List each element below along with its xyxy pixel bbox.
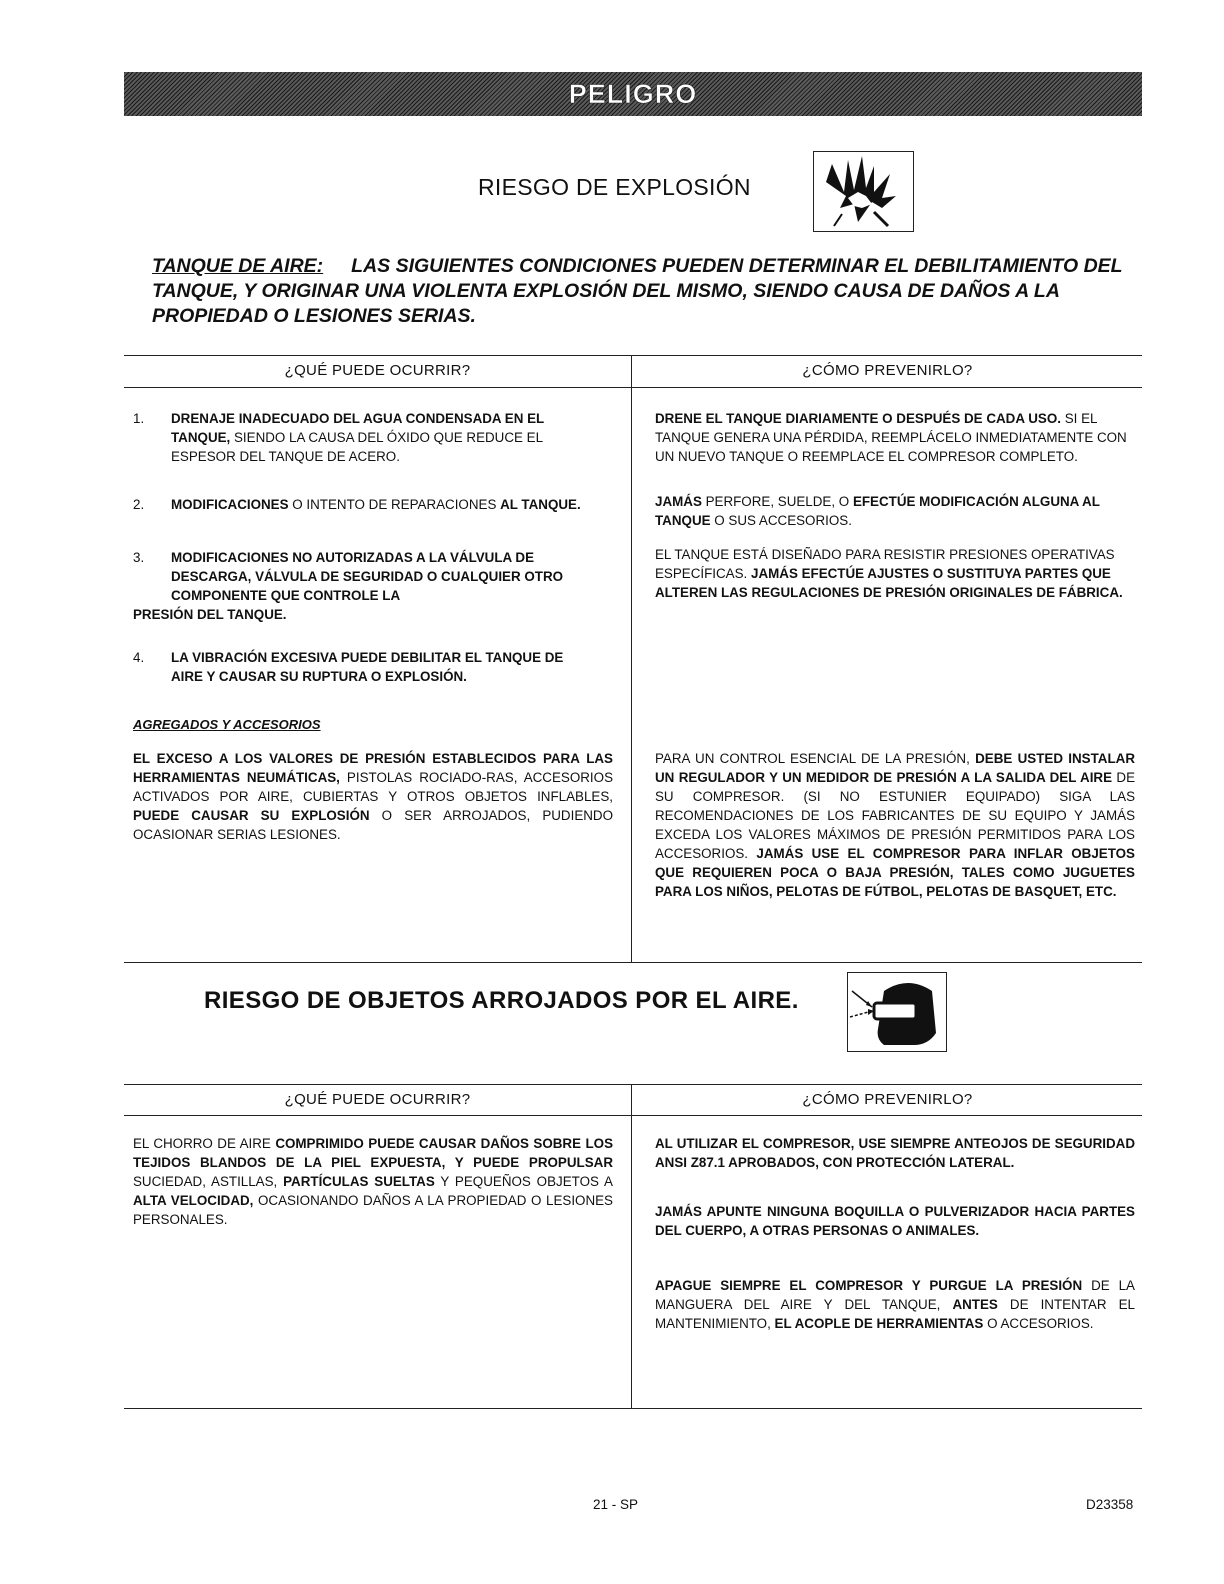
table2-bottom-rule [124, 1408, 1142, 1409]
prevention-item: APAGUE SIEMPRE EL COMPRESOR Y PURGUE LA PRESIÓN DE LA MANGUERA DEL AIRE Y DEL TANQUE, ANTES DE INTENTAR EL MANTENIMIENTO, EL ACOPLE DE HERRAMIENTAS O ACCESORIOS. [655, 1278, 1135, 1331]
col-header-what-happens: ¿QUÉ PUEDE OCURRIR? [284, 1091, 471, 1108]
table2-top-rule [124, 1084, 1142, 1085]
hazard-item: 4. LA VIBRACIÓN EXCESIVA PUEDE DEBILITAR EL TANQUE DE AIRE Y CAUSAR SU RUPTURA O EXPLOSIÓN. [133, 650, 564, 684]
intro-text: LAS SIGUIENTES CONDICIONES PUEDEN DETERMINAR EL DEBILITAMIENTO DEL TANQUE, Y ORIGINAR UNA VIOLENTA EXPLOSIÓN DEL MISMO, SIENDO CAUSA DE DAÑOS A LA PROPIEDAD O LESIONES SERIAS. [152, 255, 1123, 327]
hazard-item: 3. MODIFICACIONES NO AUTORIZADAS A LA VÁLVULA DE DESCARGA, VÁLVULA DE SEGURIDAD O CUALQUIER OTRO COMPONENTE QUE CONTROLE LA PRESIÓN DEL TANQUE. [133, 550, 564, 622]
hazard-item: 1. DRENAJE INADECUADO DEL AGUA CONDENSADA EN EL TANQUE, SIENDO LA CAUSA DEL ÓXIDO QUE REDUCE EL ESPESOR DEL TANQUE DE ACERO. [133, 411, 544, 464]
flying-objects-hazard: EL CHORRO DE AIRE COMPRIMIDO PUEDE CAUSAR DAÑOS SOBRE LOS TEJIDOS BLANDOS DE LA PIEL EXPUESTA, Y PUEDE PROPULSAR SUCIEDAD, ASTILLAS, PARTÍCULAS SUELTAS Y PEQUEÑOS OBJETOS A ALTA VELOCIDAD, OCASIONANDO DAÑOS A LA PROPIEDAD O LESIONES PERSONALES. [133, 1136, 613, 1227]
prevention-item: DRENE EL TANQUE DIARIAMENTE O DESPUÉS DE CADA USO. SI EL TANQUE GENERA UNA PÉRDIDA, REEMPLÁCELO INMEDIATAMENTE CON UN NUEVO TANQUE O REEMPLACE EL COMPRESOR COMPLETO. [655, 411, 1127, 464]
explosion-heading: RIESGO DE EXPLOSIÓN [478, 174, 751, 200]
intro-label: TANQUE DE AIRE: [152, 255, 324, 277]
prevention-item: EL TANQUE ESTÁ DISEÑADO PARA RESISTIR PRESIONES OPERATIVAS ESPECÍFICAS. JAMÁS EFECTÚE AJUSTES O SUSTITUYA PARTES QUE ALTEREN LAS REGULACIONES DE PRESIÓN ORIGINALES DE FÁBRICA. [655, 547, 1123, 600]
prevention-item: JAMÁS APUNTE NINGUNA BOQUILLA O PULVERIZADOR HACIA PARTES DEL CUERPO, A OTRAS PERSONAS O ANIMALES. [655, 1204, 1135, 1238]
col-header-prevention: ¿CÓMO PREVENIRLO? [802, 362, 973, 379]
table2-divider [631, 1084, 632, 1408]
hazard-item: 2. MODIFICACIONES O INTENTO DE REPARACIONES AL TANQUE. [133, 497, 581, 512]
banner-title: PELIGRO [568, 78, 698, 109]
prevention-item: JAMÁS PERFORE, SUELDE, O EFECTÚE MODIFICACIÓN ALGUNA AL TANQUE O SUS ACCESORIOS. [655, 494, 1100, 528]
page-number: 21 - SP [593, 1497, 639, 1512]
accessories-hazard: EL EXCESO A LOS VALORES DE PRESIÓN ESTABLECIDOS PARA LAS HERRAMIENTAS NEUMÁTICAS, PISTOLAS ROCIADO-RAS, ACCESORIOS ACTIVADOS POR AIRE, CUBIERTAS Y OTROS OBJETOS INFLABLES, PUEDE CAUSAR SU EXPLOSIÓN O SER ARROJADOS, PUDIENDO OCASIONAR SERIAS LESIONES. [133, 751, 614, 842]
accessories-prevention: PARA UN CONTROL ESENCIAL DE LA PRESIÓN, DEBE USTED INSTALAR UN REGULADOR Y UN MEDIDOR DE PRESIÓN A LA SALIDA DEL AIRE DE SU COMPRESOR. (SI NO ESTUNIER EQUIPADO) SIGA LAS RECOMENDACIONES DE LOS FABRICANTES DE SU EQUIPO Y JAMÁS EXCEDA LOS VALORES MÁXIMOS DE PRESIÓN PERMITIDOS PARA LOS ACCESORIOS. JAMÁS USE EL COMPRESOR PARA INFLAR OBJETOS QUE REQUIEREN POCA O BAJA PRESIÓN, TALES COMO JUGUETES PARA LOS NIÑOS, PELOTAS DE FÚTBOL, PELOTAS DE BASQUET, ETC. [655, 751, 1136, 899]
col-header-prevention: ¿CÓMO PREVENIRLO? [802, 1091, 973, 1108]
table1-bottom-rule [124, 962, 1142, 963]
col-header-what-happens: ¿QUÉ PUEDE OCURRIR? [284, 362, 471, 379]
tank-warning-intro [152, 254, 1132, 329]
table2-header-rule [124, 1115, 1142, 1116]
table1-header-rule [124, 387, 1142, 388]
table1-top-rule [124, 355, 1142, 356]
danger-banner [124, 72, 1142, 116]
flying-objects-heading: RIESGO DE OBJETOS ARROJADOS POR EL AIRE. [204, 987, 799, 1014]
table1-divider [631, 355, 632, 962]
explosion-icon [813, 151, 914, 232]
safety-goggles-icon [847, 972, 947, 1052]
document-code: D23358 [1086, 1497, 1134, 1512]
prevention-item: AL UTILIZAR EL COMPRESOR, USE SIEMPRE ANTEOJOS DE SEGURIDAD ANSI Z87.1 APROBADOS, CON PROTECCIÓN LATERAL. [655, 1136, 1135, 1170]
accessories-subheading: AGREGADOS Y ACCESORIOS [133, 717, 321, 732]
